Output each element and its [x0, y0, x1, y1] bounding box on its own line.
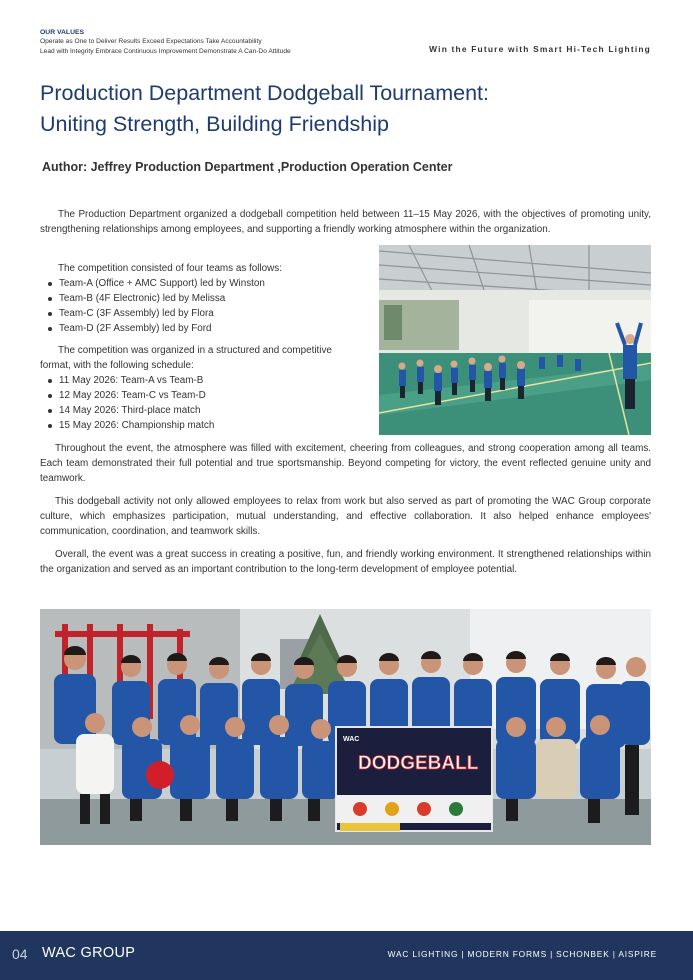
overall-paragraph [40, 547, 651, 577]
tagline: Win the Future with Smart Hi-Tech Lighting [429, 44, 651, 54]
brand-list: WAC LIGHTING | MODERN FORMS | SCHONBEK | AISPIRE [387, 949, 657, 959]
intro-paragraph: The Production Department organized a dodgeball competition held between 11–15 May 2026, with the objectives of promoting unity, strengthening relationships among employees, and supporting a friendly working atmosphere within the organization. [40, 209, 651, 235]
team-group-photo [40, 609, 651, 845]
values-line: Operate as One to Deliver Results Exceed Expectations Take Accountability [40, 38, 262, 46]
page-number: 04 [12, 946, 28, 962]
schedule-section [40, 343, 365, 433]
culture-paragraph [40, 494, 651, 539]
schedule-list [40, 373, 365, 433]
banner-logo: WAC [343, 736, 360, 743]
teams-intro: The competition consisted of four teams as follows: [58, 263, 282, 274]
values-title: OUR VALUES [40, 29, 85, 36]
list-item: 12 May 2026: Team-C vs Team-D [40, 388, 365, 403]
list-item: 11 May 2026: Team-A vs Team-B [40, 373, 365, 388]
title-line: Production Department Dodgeball Tournament: [40, 81, 489, 105]
paragraph-text: This dodgeball activity not only allowed employees to relax from work but also served as part of promoting the WAC Group corporate culture, which emphasizes participation, mutual understanding, and effective collaboration. It also helped enhance employees' communication, coordination, and teamwork skills. [40, 496, 651, 537]
article-title [40, 78, 489, 140]
gym-illustration [379, 245, 651, 435]
atmosphere-paragraph [40, 441, 651, 486]
teams-section [40, 261, 365, 336]
list-item: Team-C (3F Assembly) led by Flora [40, 306, 365, 321]
schedule-intro: The competition was organized in a structured and competitive format, with the following schedule: [40, 345, 332, 371]
author-line: Author: Jeffrey Production Department ,Production Operation Center [42, 160, 453, 174]
dodgeball-match-photo [379, 245, 651, 435]
values-line: Lead with Integrity Embrace Continuous Improvement Demonstrate A Can-Do Attitude [40, 47, 291, 55]
banner-title: DODGEBALL [358, 753, 479, 774]
company-brand: WAC GROUP [42, 945, 136, 961]
list-item: Team-D (2F Assembly) led by Ford [40, 321, 365, 336]
teams-list [40, 276, 365, 336]
paragraph-text: Overall, the event was a great success in creating a positive, fun, and friendly working environment. It strengthened relationships within the organization and served as an important contribution to the long-term development of employee potential. [40, 549, 651, 575]
group-illustration [40, 609, 651, 845]
title-line: Uniting Strength, Building Friendship [40, 112, 389, 136]
paragraph-text: Throughout the event, the atmosphere was filled with excitement, cheering from colleagues, and strong cooperation among all teams. Each team demonstrated their full potential and true sportsmanship. Beyond competing for victory, the event reflected genuine unity and teamwork. [40, 443, 651, 484]
page-footer [0, 931, 693, 980]
list-item: Team-B (4F Electronic) led by Melissa [40, 291, 365, 306]
list-item: 15 May 2026: Championship match [40, 418, 365, 433]
company-values [40, 28, 291, 56]
list-item: 14 May 2026: Third-place match [40, 403, 365, 418]
list-item: Team-A (Office + AMC Support) led by Winston [40, 276, 365, 291]
